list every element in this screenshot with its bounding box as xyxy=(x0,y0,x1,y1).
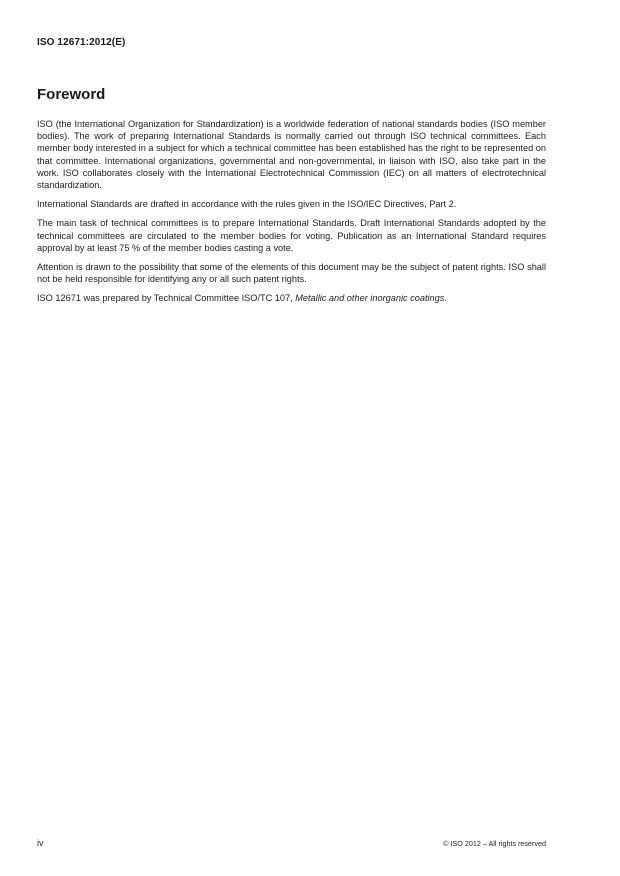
paragraph-iso-intro: ISO (the International Organization for Standardization) is a worldwide federation of national standards bodies (ISO member bodies). The work of preparing International Standards is normally carried out through ISO technical committees. Each member body interested in a subject for which a technical committee has been established has the right to be represented on that committee. International organizations, governmental and non-governmental, in liaison with ISO, also take part in the work. ISO collaborates closely with the International Electrotechnical Commission (IEC) on all matters of electrotechnical standardization. xyxy=(37,119,546,191)
paragraph-drafting-rules: International Standards are drafted in accordance with the rules given in the ISO/IEC Directives, Part 2. xyxy=(37,199,457,210)
foreword-body xyxy=(37,118,546,312)
document-id-header: ISO 12671:2012(E) xyxy=(37,37,126,48)
section-title: Foreword xyxy=(37,86,106,103)
paragraph-prepared-by xyxy=(37,292,546,304)
copyright-notice: © ISO 2012 – All rights reserved xyxy=(443,839,546,848)
paragraph-patent-notice: Attention is drawn to the possibility that some of the elements of this document may be the subject of patent rights. ISO shall not be held responsible for identifying any or all such patent rights. xyxy=(37,262,546,285)
prepared-by-prefix: ISO 12671 was prepared by Technical Committee ISO/TC 107, xyxy=(37,293,296,304)
prepared-by-suffix: . xyxy=(444,293,447,304)
committee-title: Metallic and other inorganic coatings xyxy=(295,293,445,304)
paragraph-committee-task: The main task of technical committees is to prepare International Standards. Draft International Standards adopted by the technical committees are circulated to the member bodies for voting. Publication as an International Standard requires approval by at least 75 % of the member bodies casting a vote. xyxy=(37,218,546,253)
page-number: iv xyxy=(37,838,44,848)
